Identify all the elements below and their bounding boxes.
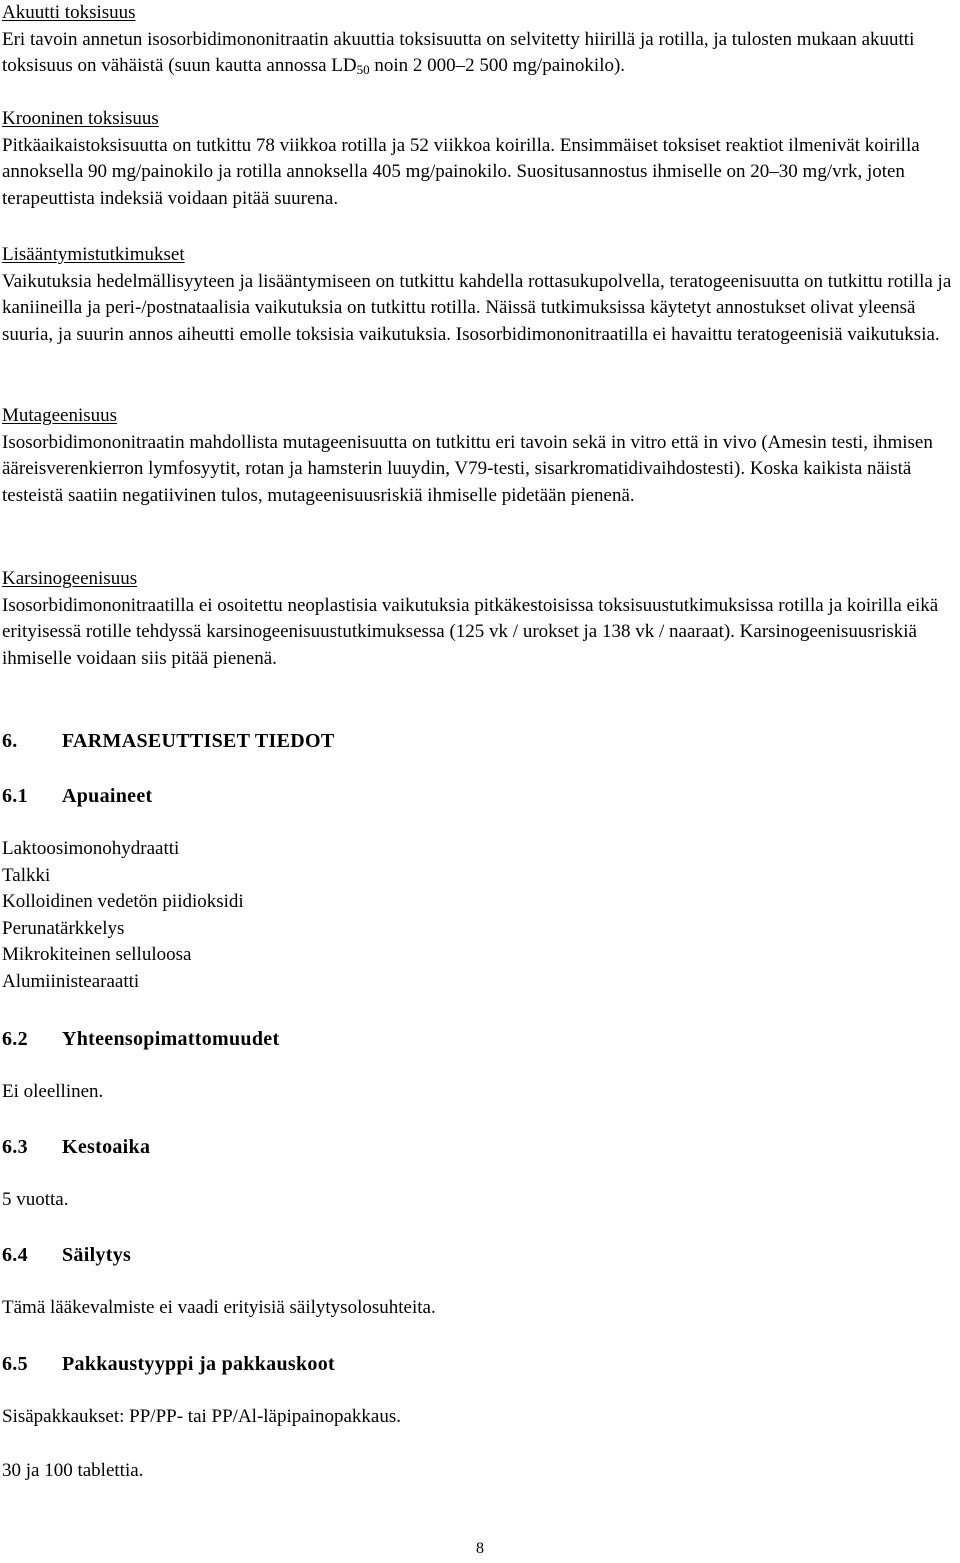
ld50-subscript: 50	[356, 62, 370, 77]
acute-toxicity-text	[2, 27, 952, 80]
carcinogenicity-section	[2, 566, 952, 672]
excipient-item: Talkki	[2, 864, 51, 886]
reproduction-text: Vaikutuksia hedelmällisyyteen ja lisääntymiseen on tutkittu kahdella rottasukupolvella, teratogeenisuutta on tutkittu rotilla ja kaniineilla ja peri-/postnataalisia vaikutuksia on tutkittu rotilla. Näissä tutkimuksissa käytetyt annostukset olivat yleensä suuria, ja suurin annos aiheutti emolle toksisia vaikutuksia. Isosorbidimononitraatilla ei havaittu teratogeenisiä vaikutuksia.	[2, 270, 952, 345]
section-6-4-title: Säilytys	[62, 1244, 132, 1266]
excipients-list	[2, 836, 952, 995]
section-6-3-number: 6.3	[2, 1136, 28, 1158]
section-6-heading	[2, 728, 335, 755]
chronic-toxicity-text: Pitkäaikaistoksisuutta on tutkittu 78 viikkoa rotilla ja 52 viikkoa koirilla. Ensimmäiset toksiset reaktiot ilmenivät koirilla annoksella 90 mg/painokilo ja rotilla annoksella 405 mg/painokilo. Suositusannostus ihmiselle on 20–30 mg/vrk, joten terapeuttista indeksiä voidaan pitää suurena.	[2, 134, 920, 209]
section-6-3-heading	[2, 1134, 150, 1161]
chronic-toxicity-heading: Krooninen toksisuus	[2, 108, 159, 129]
section-6-1-number: 6.1	[2, 785, 28, 807]
section-6-2-heading	[2, 1026, 279, 1053]
section-6-5-text-packaging: Sisäpakkaukset: PP/PP- tai PP/Al-läpipainopakkaus.	[2, 1406, 401, 1427]
section-6-1-title: Apuaineet	[62, 785, 153, 807]
excipient-item: Kolloidinen vedetön piidioksidi	[2, 891, 244, 912]
section-6-3-text: 5 vuotta.	[2, 1189, 69, 1210]
section-6-title: FARMASEUTTISET TIEDOT	[62, 730, 335, 752]
mutagenicity-heading: Mutageenisuus	[2, 405, 118, 426]
carcinogenicity-heading: Karsinogeenisuus	[2, 568, 138, 589]
section-6-5-text-sizes: 30 ja 100 tablettia.	[2, 1460, 144, 1481]
section-6-2-number: 6.2	[2, 1028, 28, 1050]
excipient-item: Perunatärkkelys	[2, 917, 125, 939]
section-6-4-number: 6.4	[2, 1244, 28, 1266]
excipient-item: Alumiinistearaatti	[2, 970, 140, 992]
carcinogenicity-text: Isosorbidimononitraatilla ei osoitettu neoplastisia vaikutuksia pitkäkestoisissa toksisuustutkimuksissa rotilla ja koirilla eikä erityisessä rotille tehdyssä karsinogeenisuustutkimuksessa (125 vk / urokset ja 138 vk / naaraat). Karsinogeenisuusriskiä ihmiselle voidaan siis pitää pienenä.	[2, 594, 939, 669]
page-number: 8	[476, 1540, 484, 1557]
section-6-5-title: Pakkaustyyppi ja pakkauskoot	[62, 1353, 335, 1375]
section-6-4-text: Tämä lääkevalmiste ei vaadi erityisiä säilytysolosuhteita.	[2, 1297, 436, 1318]
section-6-1-heading	[2, 783, 152, 810]
excipient-item: Laktoosimonohydraatti	[2, 838, 180, 859]
section-6-2-text: Ei oleellinen.	[2, 1081, 104, 1102]
section-6-3-title: Kestoaika	[62, 1136, 151, 1158]
section-6-5-number: 6.5	[2, 1353, 28, 1375]
acute-text-b: noin 2 000–2 500 mg/painokilo).	[369, 55, 626, 76]
reproduction-section	[2, 242, 952, 348]
section-6-4-heading	[2, 1242, 131, 1269]
excipient-item: Mikrokiteinen selluloosa	[2, 944, 192, 965]
acute-text-a: Eri tavoin annetun isosorbidimononitraatin akuuttia toksisuutta on selvitetty hiirillä ja rotilla, ja tulosten mukaan akuutti toksisuus on vähäistä (suun kautta annossa LD	[2, 28, 915, 76]
acute-toxicity-section	[2, 0, 952, 80]
section-6-2-title: Yhteensopimattomuudet	[62, 1028, 280, 1050]
reproduction-heading: Lisääntymistutkimukset	[2, 244, 185, 265]
section-6-5-heading	[2, 1351, 335, 1378]
mutagenicity-text: Isosorbidimononitraatin mahdollista mutageenisuutta on tutkittu eri tavoin sekä in vitro että in vivo (Amesin testi, ihmisen ääreisverenkierron lymfosyytit, rotan ja hamsterin luuydin, V79-testi, sisarkromatidivaihdostesti). Koska kaikista näistä testeistä saatiin negatiivinen tulos, mutageenisuusriskiä ihmiselle pidetään pienenä.	[2, 431, 933, 506]
section-6-number: 6.	[2, 730, 18, 752]
acute-toxicity-heading: Akuutti toksisuus	[2, 2, 136, 23]
mutagenicity-section	[2, 403, 952, 509]
chronic-toxicity-section	[2, 106, 952, 212]
